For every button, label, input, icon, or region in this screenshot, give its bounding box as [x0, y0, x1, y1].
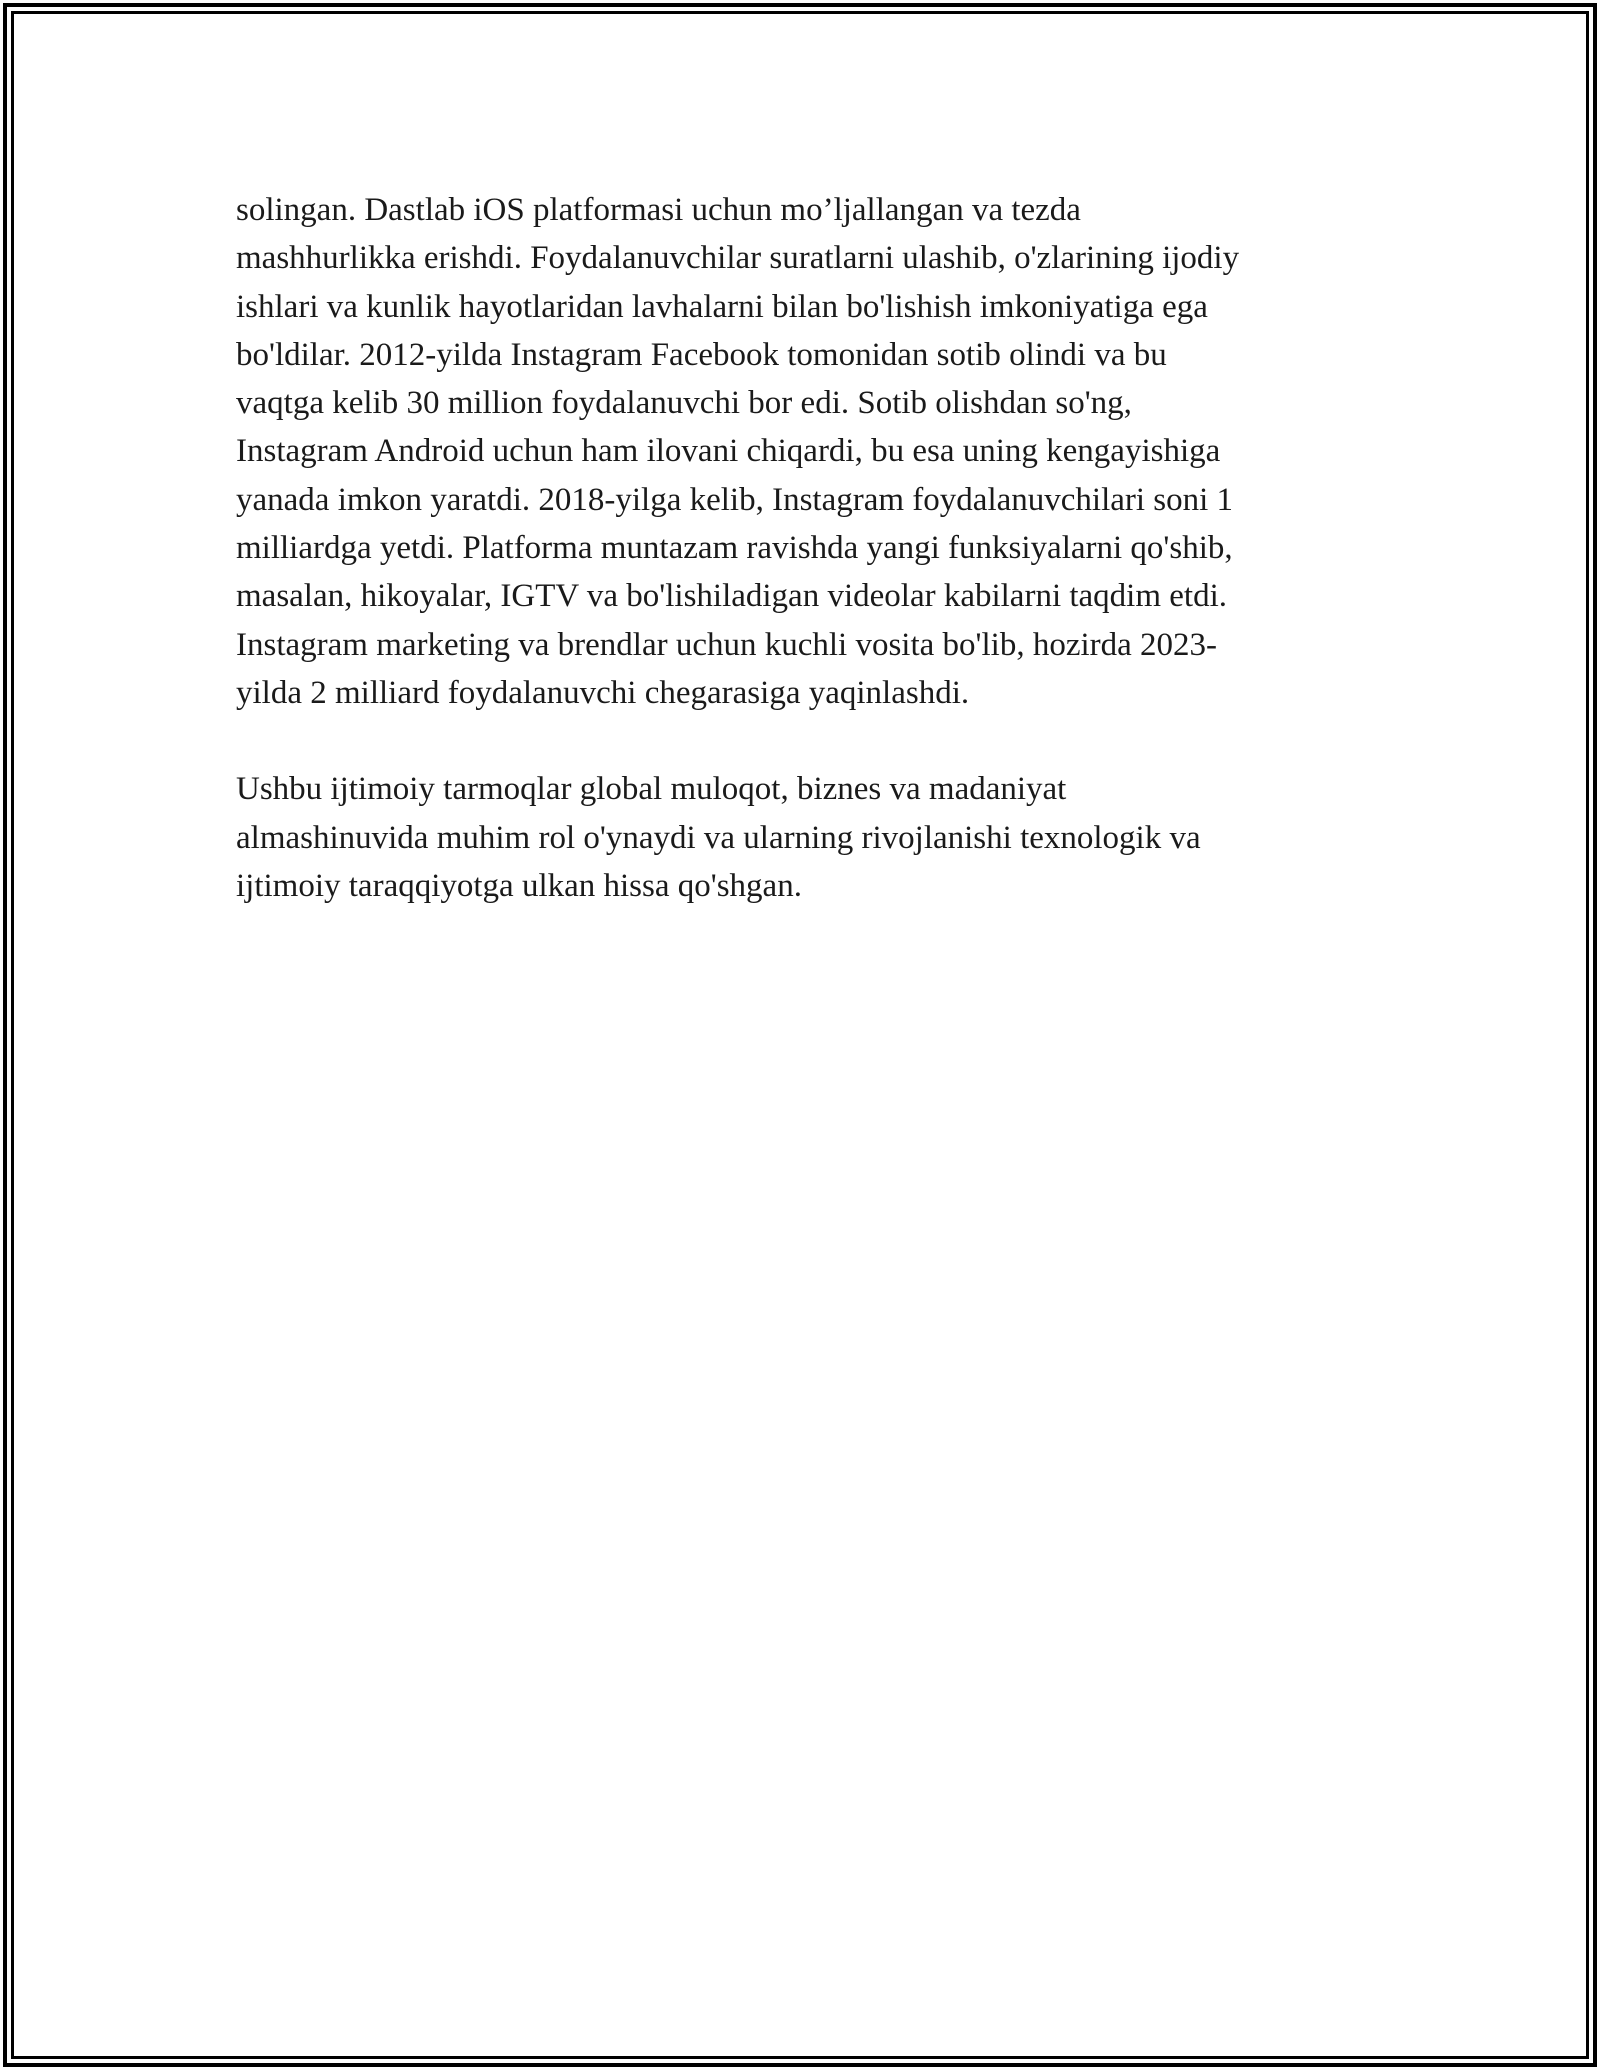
text-line: ishlari va kunlik hayotlaridan lavhalarni bilan bo'lishish imkoniyatiga ega [236, 288, 1208, 325]
text-line: yanada imkon yaratdi. 2018-yilga kelib, Instagram foydalanuvchilari soni 1 [236, 481, 1234, 518]
text-line: Instagram marketing va brendlar uchun kuchli vosita bo'lib, hozirda 2023- [236, 626, 1218, 663]
text-line: milliardga yetdi. Platforma muntazam ravishda yangi funksiyalarni qo'shib, [236, 530, 1233, 567]
text-line: masalan, hikoyalar, IGTV va bo'lishiladigan videolar kabilarni taqdim etdi. [236, 578, 1227, 615]
text-line: mashhurlikka erishdi. Foydalanuvchilar suratlarni ulashib, o'zlarining ijodiy [236, 240, 1240, 277]
text-line: almashinuvida muhim rol o'ynaydi va ularning rivojlanishi texnologik va [236, 819, 1201, 856]
text-line: solingan. Dastlab iOS platformasi uchun mo’ljallangan va tezda [236, 192, 1081, 228]
text-line: bo'ldilar. 2012-yilda Instagram Facebook tomonidan sotib olindi va bu [236, 336, 1167, 373]
document-body [236, 186, 1366, 910]
text-line: vaqtga kelib 30 million foydalanuvchi bor edi. Sotib olishdan so'ng, [236, 385, 1132, 422]
paragraph-conclusion [236, 765, 1366, 910]
text-line: Instagram Android uchun ham ilovani chiqardi, bu esa uning kengayishiga [236, 433, 1221, 470]
text-line: yilda 2 milliard foydalanuvchi chegarasiga yaqinlashdi. [236, 674, 970, 711]
text-line: ijtimoiy taraqqiyotga ulkan hissa qo'shgan. [236, 867, 802, 904]
text-line: Ushbu ijtimoiy tarmoqlar global muloqot, biznes va madaniyat [236, 771, 1067, 808]
paragraph-instagram-history [236, 186, 1366, 717]
